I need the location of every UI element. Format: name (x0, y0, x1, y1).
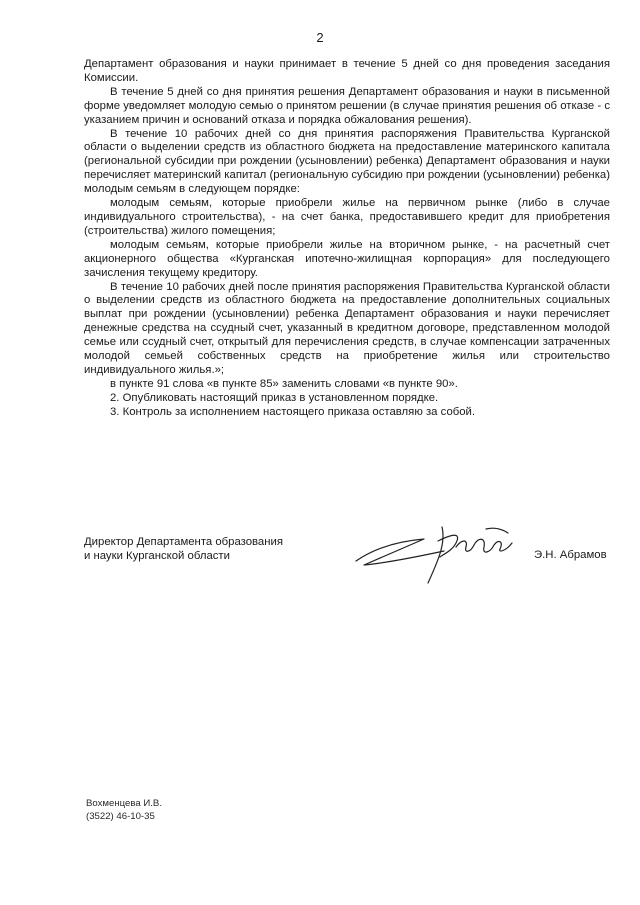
signatory-name: Э.Н. Абрамов (534, 549, 607, 561)
paragraph-control: 3. Контроль за исполнением настоящего приказа оставляю за собой. (110, 405, 476, 418)
executor-phone: (3522) 46-10-35 (86, 810, 155, 822)
page-number: 2 (316, 30, 324, 45)
document-body (84, 58, 610, 420)
paragraph-publish-order: 2. Опубликовать настоящий приказ в установленном порядке. (110, 391, 439, 404)
paragraph-maternity-capital: В течение 10 рабочих дней со дня принятия распоряжения Правительства Курганской области о выделении средств из областного бюджета на предоставление материнского капитала (региональной субсидии при рождении (усыновлении) ребенка) Департамент образования и науки перечисляет материнский капитал (региональную субсидию при рождении (усыновлении) ребенка) молодым семьям в следующем порядке: (84, 127, 610, 196)
paragraph-additional-payments: В течение 10 рабочих дней после принятия распоряжения Правительства Курганской области о выделении средств из областного бюджета на предоставление дополнительных социальных выплат при рождении (усыновлении) ребенка Департамент образования и науки перечисляет денежные средства на ссудный счет, указанный в кредитном договоре, представленном молодой семье или ссудный счет, открытый для перечисления средств, в случае компенсации затраченных молодой семьей собственных средств на приобретение жилья или строительство индивидуального жилья.»; (84, 280, 610, 376)
paragraph-notification: В течение 5 дней со дня принятия решения Департамент образования и науки в письменной форме уведомляет молодую семью о принятом решении (в случае принятия решения об отказе - с указанием причин и оснований отказа и порядка обжалования решения). (84, 85, 610, 126)
signatory-title-line1: Директор Департамента образования (84, 536, 283, 548)
signatory-title-line2: и науки Курганской области (84, 550, 230, 562)
signature-block (84, 535, 624, 595)
executor-name: Вохменцева И.В. (86, 798, 162, 809)
paragraph-amendment-91: в пункте 91 слова «в пункте 85» заменить словами «в пункте 90». (110, 377, 458, 390)
paragraph-secondary-market: молодым семьям, которые приобрели жилье на вторичном рынке, - на расчетный счет акционерного общества «Курганская ипотечно-жилищная корпорация» для последующего зачисления текущему кредитору. (84, 238, 610, 279)
paragraph-commission-decision: Департамент образования и науки принимает в течение 5 дней со дня проведения заседания Комиссии. (84, 58, 610, 84)
paragraph-primary-market: молодым семьям, которые приобрели жилье на первичном рынке (либо в случае индивидуального строительства), - на счет банка, предоставившего кредит для приобретения (строительства) жилого помещения; (84, 197, 610, 237)
executor-info (86, 798, 162, 823)
handwritten-signature (346, 517, 536, 589)
